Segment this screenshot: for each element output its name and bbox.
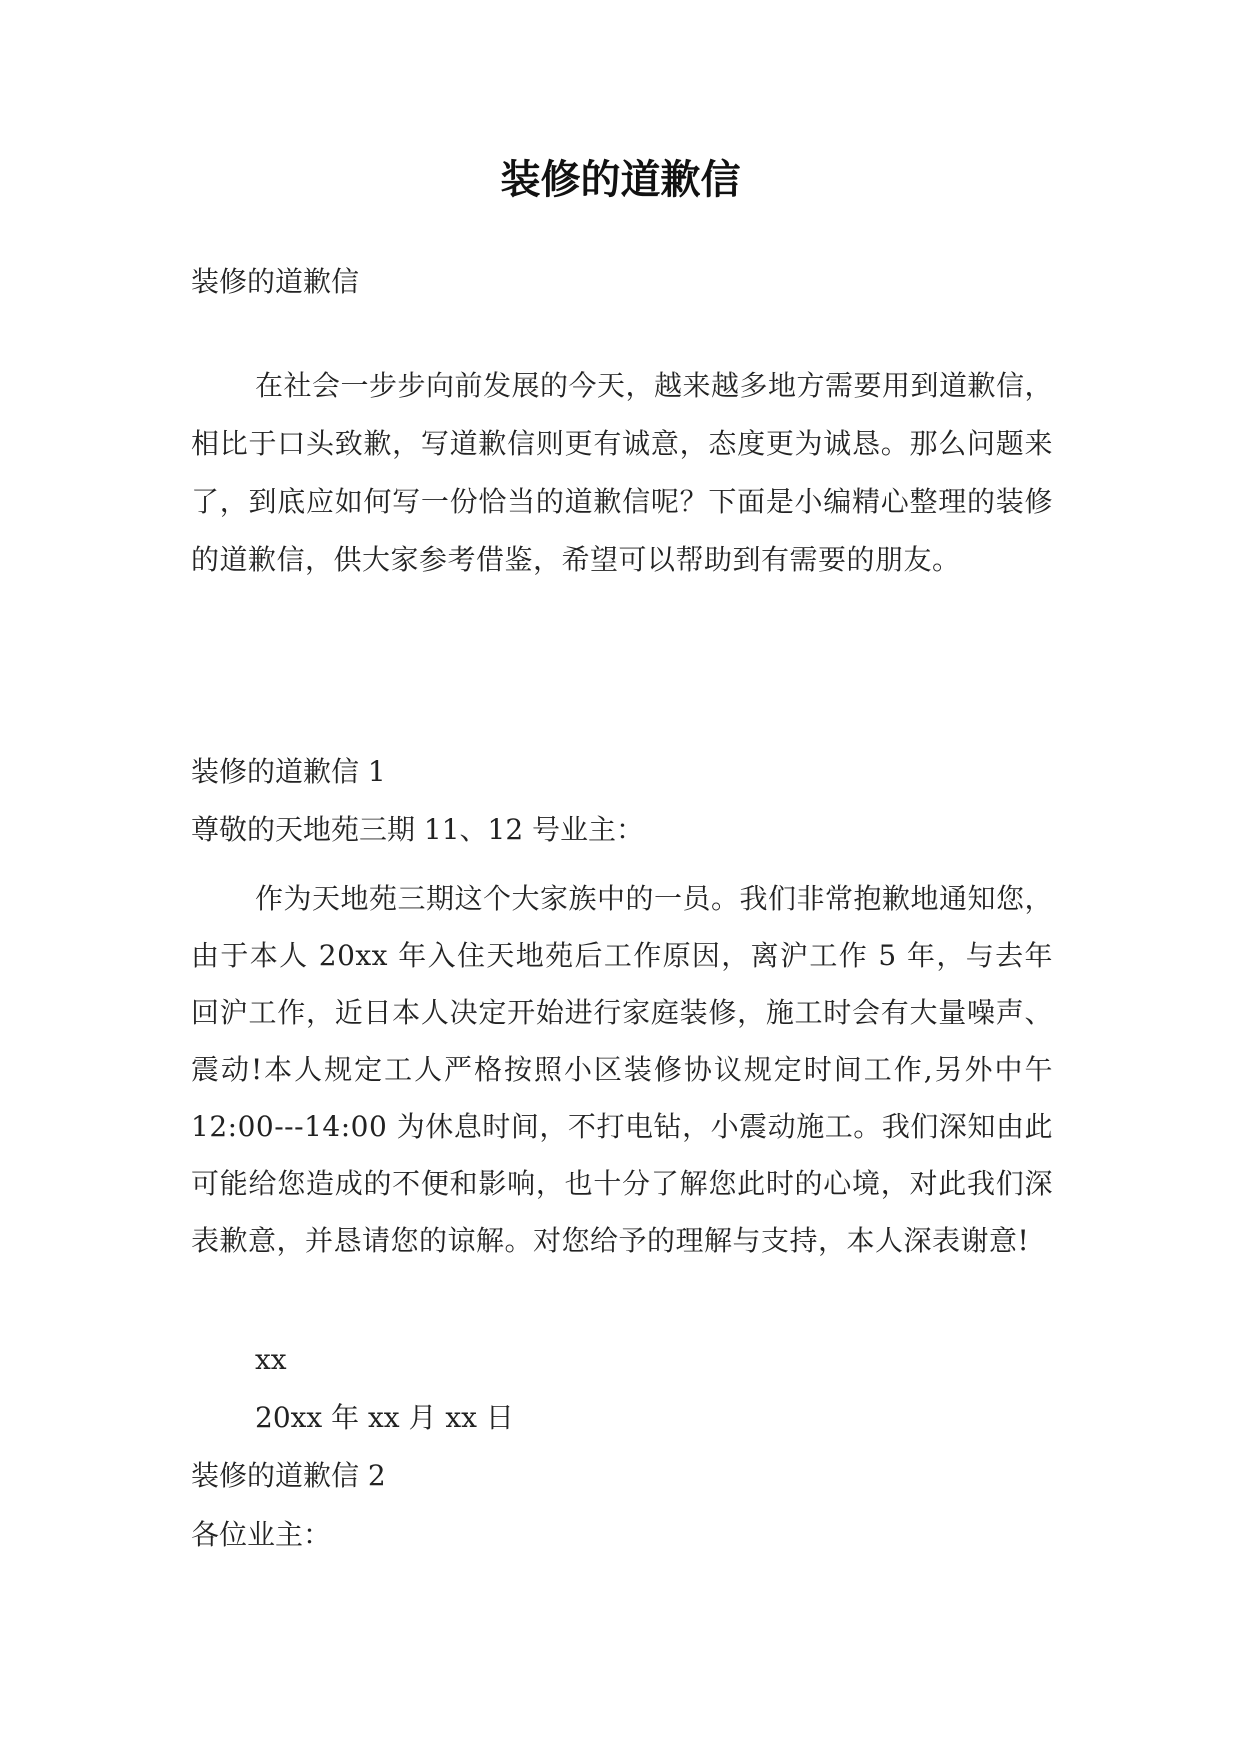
intro-paragraph: 在社会一步步向前发展的今天，越来越多地方需要用到道歉信，相比于口头致歉，写道歉信则更有诚意，态度更为诚恳。那么问题来了，到底应如何写一份恰当的道歉信呢？下面是小编精心整理的装修的道歉信，供大家参考借鉴，希望可以帮助到有需要的朋友。 (191, 369, 1054, 576)
letter1-signature: xx (255, 1343, 287, 1376)
letter1-date: 20xx 年 xx 月 xx 日 (255, 1401, 514, 1434)
document-title: 装修的道歉信 (500, 157, 741, 203)
letter1-body: 作为天地苑三期这个大家族中的一员。我们非常抱歉地通知您，由于本人 20xx 年入住天地苑后工作原因，离沪工作 5 年，与去年回沪工作，近日本人决定开始进行家庭装修，施工时会有大量噪声、震动!本人规定工人严格按照小区装修协议规定时间工作,另外中午 12:00---14:00 为休息时间，不打电钻，小震动施工。我们深知由此可能给您造成的不便和影响，也十分了解您此时的心境，对此我们深表歉意，并恳请您的谅解。对您给予的理解与支持，本人深表谢意! (191, 882, 1054, 1257)
letter1-heading: 装修的道歉信 1 (191, 755, 386, 788)
letter2-salutation: 各位业主： (191, 1518, 332, 1551)
letter2-heading: 装修的道歉信 2 (191, 1459, 386, 1492)
document-subtitle: 装修的道歉信 (191, 265, 360, 298)
letter1-salutation: 尊敬的天地苑三期 11、12 号业主： (191, 813, 645, 846)
